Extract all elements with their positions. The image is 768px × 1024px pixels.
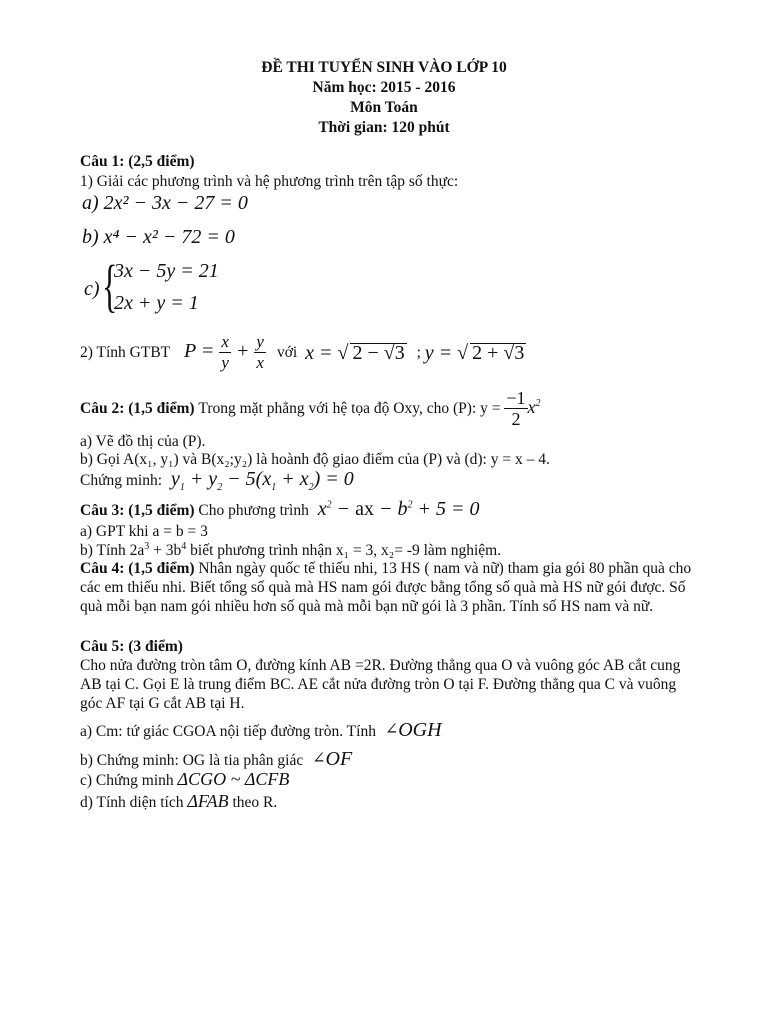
angle-icon: ∠	[384, 721, 399, 738]
exam-title: ĐỀ THI TUYỂN SINH VÀO LỚP 10	[261, 59, 507, 76]
q5-d-line	[80, 792, 277, 812]
q2-a: a) Vẽ đồ thị của (P).	[80, 433, 206, 450]
q3-b-pre: b) Tính 2a	[80, 542, 145, 559]
q2-prove-expression: $y_1 + y_2 - 5(x_1 + x_2) = 0$	[165, 468, 354, 493]
q5-a: a) Cm: tứ giác CGOA nội tiếp đường tròn. Tính	[80, 723, 376, 740]
q2-prove-line	[80, 468, 354, 493]
q3-b-post: biết phương trình nhận x₁ = 3, x₂= -9 làm nghiệm.	[186, 542, 502, 559]
q1-eq-b: b) x⁴ − x² − 72 = 0	[82, 226, 235, 248]
q2-heading: Câu 2: (1,5 điểm)	[80, 400, 195, 417]
q2-prove: Chứng minh:	[80, 472, 163, 489]
angle-ogh: ∠OGH	[384, 719, 442, 741]
q1-p2-with: với	[276, 344, 298, 361]
q1-c-label: c)	[84, 278, 100, 300]
q5-b: b) Chứng minh: OG là tia phân giác	[80, 752, 304, 769]
similar-triangles: ΔCGO ~ ΔCFB	[177, 769, 290, 789]
q1-p2-label: 2) Tính GTBT	[80, 344, 171, 361]
q5-c-line	[80, 770, 289, 790]
q3-intro-line	[80, 500, 480, 520]
q1-heading: Câu 1: (2,5 điểm)	[80, 153, 195, 170]
q1-eq-a: a) 2x² − 3x − 27 = 0	[82, 192, 248, 214]
subject: Môn Toán	[350, 99, 418, 116]
q3-heading: Câu 3: (1,5 điểm)	[80, 502, 195, 519]
q3-b-mid: + 3b	[149, 542, 182, 559]
q3-intro: Cho phương trình	[198, 502, 309, 519]
angle-icon: ∠	[312, 750, 326, 767]
parabola-expression: $\frac{-1}{2}$ $x^2$	[506, 388, 541, 429]
q5-text: Cho nửa đường tròn tâm O, đường kính AB =2R. Đường thẳng qua O và vuông góc AB cắt cung AB tại C. Gọi E là trung điểm BC. AE cắt nửa đường tròn O tại F. Đường thẳng qua C và vuông góc AF tại G cắt AB tại H.	[80, 657, 681, 712]
school-year: Năm học: 2015 - 2016	[312, 79, 456, 96]
q1-sys-eq1: 3x − 5y = 21	[114, 260, 219, 282]
q1-p2-sep: ;	[416, 344, 421, 361]
triangle-fab: ΔFAB	[187, 791, 229, 811]
time-limit: Thời gian: 120 phút	[318, 119, 450, 136]
q5-d-post: theo R.	[232, 794, 278, 811]
q5-a-line	[80, 720, 442, 741]
q5-c: c) Chứng minh	[80, 772, 174, 789]
brace-icon: {	[102, 253, 118, 318]
q3-a: a) GPT khi a = b = 3	[80, 523, 208, 540]
angle-of: ∠OF	[312, 748, 353, 770]
q4-block	[80, 559, 702, 616]
y-value: y = √ 2 + √3	[424, 341, 525, 364]
x-value: x = √ 2 − √3	[305, 341, 405, 364]
q2-b: b) Gọi A(x₁, y₁) và B(x₂;y₂) là hoành độ giao điểm của (P) và (d): y = x – 4.	[80, 451, 550, 468]
q5-heading: Câu 5: (3 điểm)	[80, 638, 183, 655]
q1-sys-eq2: 2x + y = 1	[114, 292, 199, 314]
q2-intro: Trong mặt phẳng với hệ tọa độ Oxy, cho (P): y =	[198, 400, 501, 417]
q1-part2	[80, 332, 526, 372]
gtbt-expression: P = $\frac{x}{y}$ + $\frac{y}{x}$	[184, 332, 264, 372]
q5-d: d) Tính diện tích	[80, 794, 184, 811]
exam-header	[0, 58, 768, 138]
q1-part1: 1) Giải các phương trình và hệ phương trình trên tập số thực:	[80, 173, 459, 190]
q4-heading: Câu 4: (1,5 điểm)	[80, 560, 195, 577]
q3-b-line: b) Tính $2a^3 + 3b^4$ biết phương trình nhận x₁ = 3, x₂= -9 làm nghiệm.	[80, 540, 502, 559]
q2-intro-line	[80, 388, 541, 428]
q4-text: Nhân ngày quốc tế thiếu nhi, 13 HS ( nam và nữ) tham gia gói 80 phần quà cho các em thiếu nhi. Biết tổng số quà mà HS nam gói được bằng tổng số quà mà HS nữ gói được. Số quà mỗi bạn nam gói nhiều hơn số quà mà mỗi bạn nữ gói là 3 phần. Tính số HS nam và nữ.	[80, 560, 692, 615]
q5-b-line	[80, 749, 352, 770]
q3-equation: $x^2$ − ax − $b^2 + 5 = 0$	[312, 498, 480, 520]
